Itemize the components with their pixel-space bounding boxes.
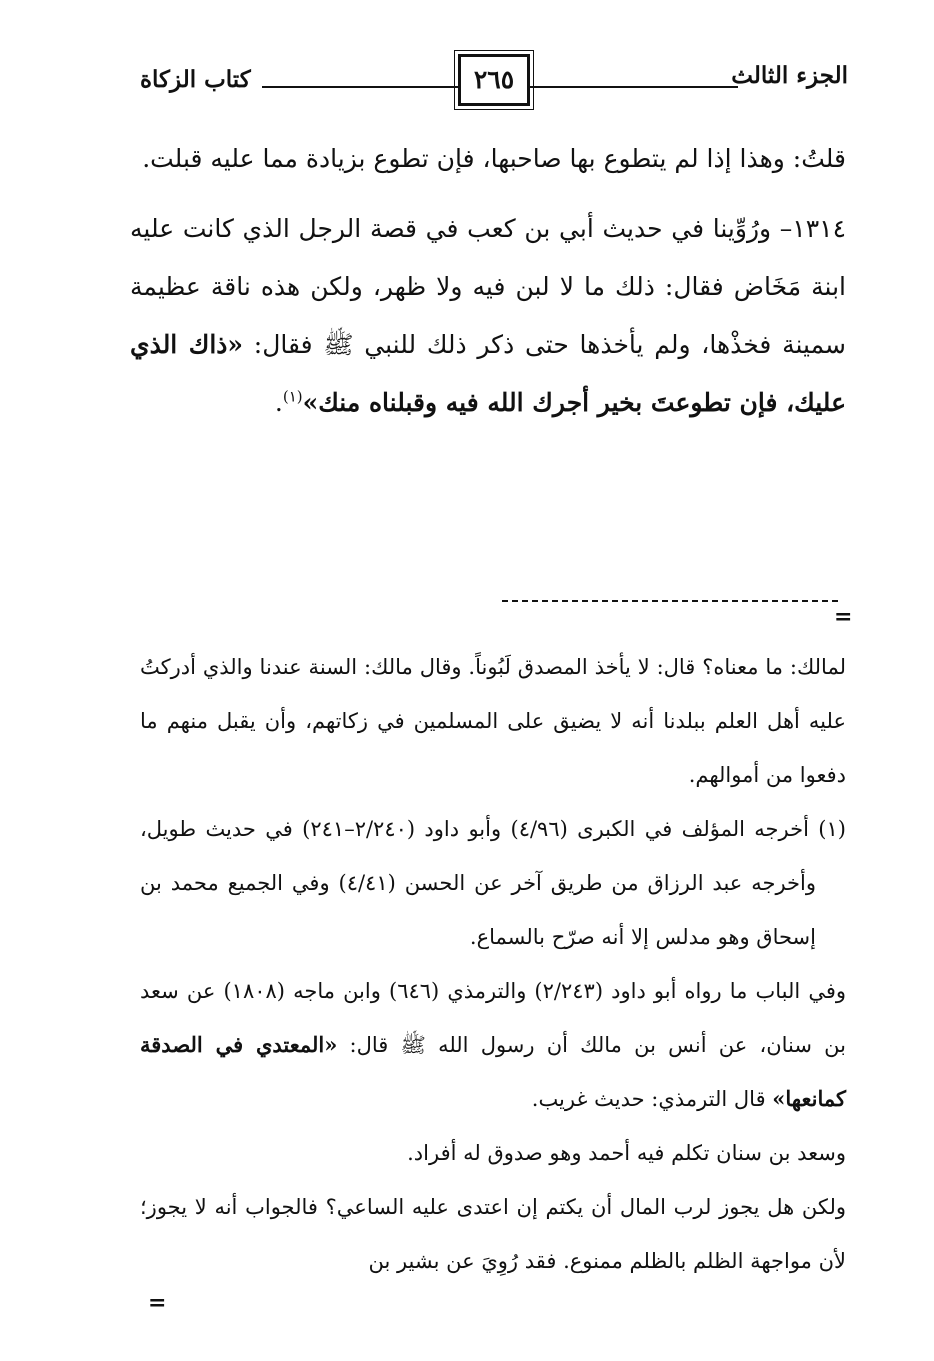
paragraph-end: . [274,388,283,417]
footnote-1-bab-hadith: «المعتدي في الصدقة كمانعها» [140,1032,846,1111]
volume-label: الجزء الثالث [731,62,848,89]
footnote-1-saad: وسعد بن سنان تكلم فيه أحمد وهو صدوق له أفراد. [407,1141,846,1165]
book-title: كتاب الزكاة [140,66,251,93]
footnote-1-last: ولكن هل يجوز لرب المال أن يكتم إن اعتدى عليه الساعي؟ فالجواب أنه لا يجوز؛ لأن مواجهة الظلم بالظلم ممنوع. فقد رُوِيَ عن بشير بن [140,1195,846,1273]
footnote-1-text: أخرجه المؤلف في الكبرى (٤/٩٦) وأبو داود (٢/٢٤٠–٢٤١) في حديث طويل، وأخرجه عبد الرزاق من طريق آخر عن الحسن (٤/٤١) وفي الجميع محمد بن إسحاق وهو مدلس إلا أنه صرّح بالسماع. [140,817,816,949]
footnote-1-bab-end: قال الترمذي: حديث غريب. [531,1087,773,1111]
paragraph-hadith-1314 [130,200,846,432]
hadith-quote: «ذاك الذي عليك، فإن تطوعتَ بخير أجرك الله فيه وقبلناه منك» [130,330,846,417]
footnote-ref-1: (١) [282,387,303,406]
header-rule-right [520,86,738,88]
footnotes [140,640,846,1288]
footnote-carryover: لمالك: ما معناه؟ قال: لا يأخذ المصدق لَبُوناً. وقال مالك: السنة عندنا والذي أدركتُ عليه أهل العلم ببلدنا أنه لا يضيق على المسلمين في زكاتهم، وأن يقبل منهم ما دفعوا من أموالهم. [140,655,846,787]
main-text [130,130,846,432]
paragraph-comment: قلتُ: وهذا إذا لم يتطوع بها صاحبها، فإن تطوع بزيادة مما عليه قبلت. [142,144,846,173]
footnote-1-bab [140,964,846,1126]
footnote-1-bab-text: وفي الباب ما رواه أبو داود (٢/٢٤٣) والترمذي (٦٤٦) وابن ماجه (١٨٠٨) عن سعد بن سنان، عن أنس بن مالك أن رسول الله ﷺ قال: [140,979,847,1057]
footnote-1 [140,802,846,964]
footnote-1-marker: (١) [818,817,846,841]
footnote-separator [502,600,838,602]
running-header [140,54,848,112]
hadith-intro: ١٣١٤– ورُوِّينا في حديث أبي بن كعب في قصة الرجل الذي كانت عليه ابنة مَخَاض فقال: ذلك ما لا لبن فيه ولا ظهر، ولكن هذه ناقة عظيمة سمينة فخذْها، ولم يأخذها حتى ذكر ذلك للنبي ﷺ فقال: [130,214,846,359]
continuation-mark-top: = [834,604,853,630]
page-number: ٢٦٥ [458,54,530,106]
continuation-mark-bottom: = [148,1290,167,1316]
